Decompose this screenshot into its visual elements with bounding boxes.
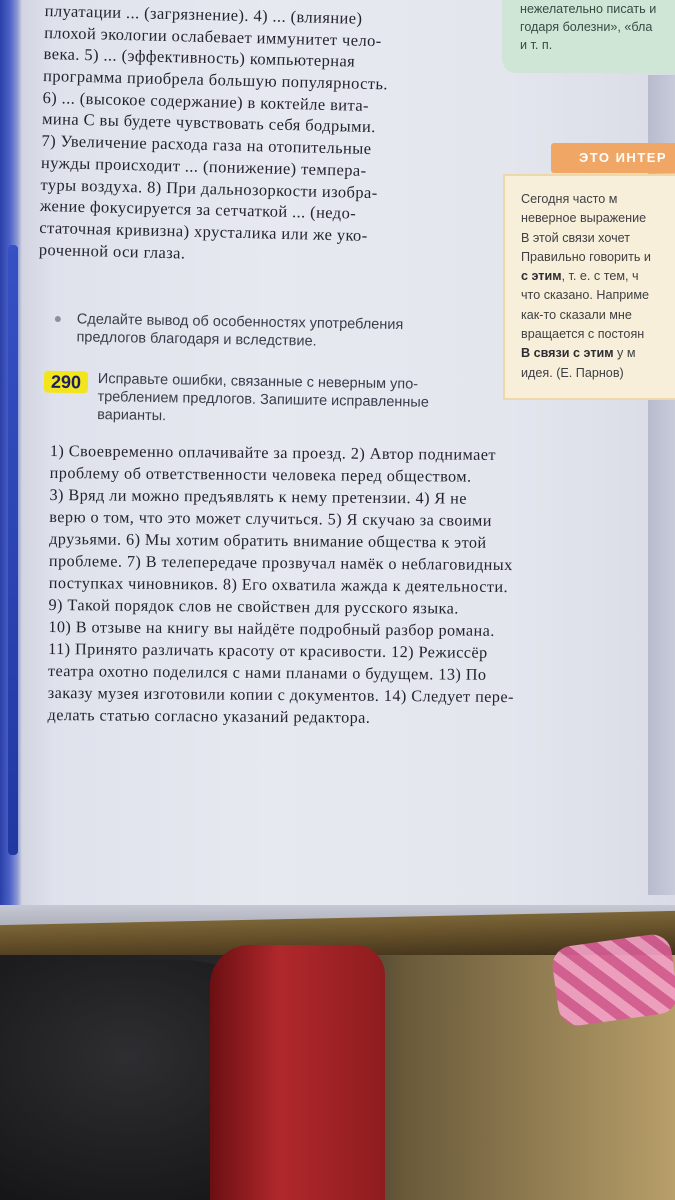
side-note-top-line: и т. п. [520, 38, 553, 52]
text-line: роченной оси глаза. [38, 239, 186, 263]
task-line: варианты. [97, 407, 167, 425]
text-line: 10) В отзыве на книгу вы найдёте подробный разбор романа. [48, 617, 495, 640]
text-line: 9) Такой порядок слов не свойствен для русского языка. [48, 595, 459, 618]
side-note-line: неверное выражение [521, 211, 647, 226]
side-note-top-line: нежелательно писать и [520, 2, 657, 16]
exercise-number-badge: 290 [44, 371, 88, 394]
text-line: века. 5) ... (эффективность) компьютерная [43, 44, 356, 71]
side-note-line: Правильно говорить и [521, 249, 651, 264]
side-note-box [503, 174, 675, 400]
exercise-290-text [48, 440, 635, 731]
side-note-line: В этой связи хочет [521, 230, 630, 245]
text-line: верю о том, что это может случиться. 5) Я скучаю за своими [49, 507, 492, 530]
text-line: мина С вы будете чувствовать себя бодрыми. [41, 109, 376, 137]
text-line: поступках чиновников. 8) Его охватила жажда к деятельности. [48, 573, 509, 597]
bullet-icon [55, 316, 61, 322]
side-note-line: идея. (Е. Парнов) [521, 365, 624, 380]
text-line: 3) Вряд ли можно предъявлять к нему претензии. 4) Я не [49, 485, 468, 508]
text-line: заказу музея изготовили копии с документов. 14) Следует пере- [47, 683, 514, 707]
text-line: друзьями. 6) Мы хотим обратить внимание общества к этой [49, 529, 487, 552]
exercise-289-text [39, 0, 485, 271]
text-line: театра охотно поделился с нами планами о будущем. 13) По [47, 661, 487, 684]
text-line: 11) Принято различать красоту от красивости. 12) Режиссёр [48, 639, 488, 662]
text-line: 6) ... (высокое содержание) в коктейле вита- [42, 87, 370, 115]
blue-ruler [8, 245, 18, 855]
text-line: 7) Увеличение расхода газа на отопительные [41, 131, 372, 159]
text-line: плохой экологии ослабевает иммунитет чело- [43, 22, 382, 50]
text-line: делать статью согласно указаний редактора. [47, 705, 371, 727]
text-line: проблему об ответственности человека перед обществом. [49, 463, 472, 486]
task-line: Сделайте вывод об особенностях употребления [76, 311, 404, 334]
text-line: программа приобрела большую популярность. [42, 66, 389, 94]
red-cloth [210, 945, 385, 1200]
side-note-line: что сказано. Наприме [521, 288, 649, 303]
side-note-line: с этим, т. е. с тем, ч [521, 269, 639, 284]
text-line: 1) Своевременно оплачивайте за проезд. 2) Автор поднимает [49, 441, 497, 464]
pink-toy [550, 932, 675, 1028]
side-note-line: В связи с этим у м [521, 346, 636, 361]
conclusion-task [54, 310, 485, 353]
exercise-task [97, 370, 488, 431]
side-note-line: как-то сказали мне [521, 307, 632, 322]
side-note-top-line: годаря болезни», «бла [520, 20, 653, 34]
text-line: жение фокусируется за сетчаткой ... (недо- [39, 196, 357, 223]
task-line: Исправьте ошибки, связанные с неверным упо- [97, 370, 419, 393]
side-note-top [502, 0, 675, 73]
task-line: треблением предлогов. Запишите исправленные [97, 389, 429, 411]
side-note-line: вращается с постоян [521, 327, 645, 342]
text-line: туры воздуха. 8) При дальнозоркости изобра- [40, 174, 378, 202]
text-line: плуатации ... (загрязнение). 4) ... (влияние) [44, 0, 363, 28]
side-note-line: Сегодня часто м [521, 192, 618, 206]
text-line: статочная кривизна) хрусталика или же уко- [39, 217, 368, 245]
text-line: нужды происходит ... (понижение) темпера- [40, 152, 367, 180]
text-line: проблеме. 7) В телепередаче прозвучал намёк о неблаговидных [48, 551, 513, 575]
task-line: предлогов благодаря и вследствие. [76, 329, 317, 350]
side-note-badge: ЭТО ИНТЕР [551, 143, 675, 173]
